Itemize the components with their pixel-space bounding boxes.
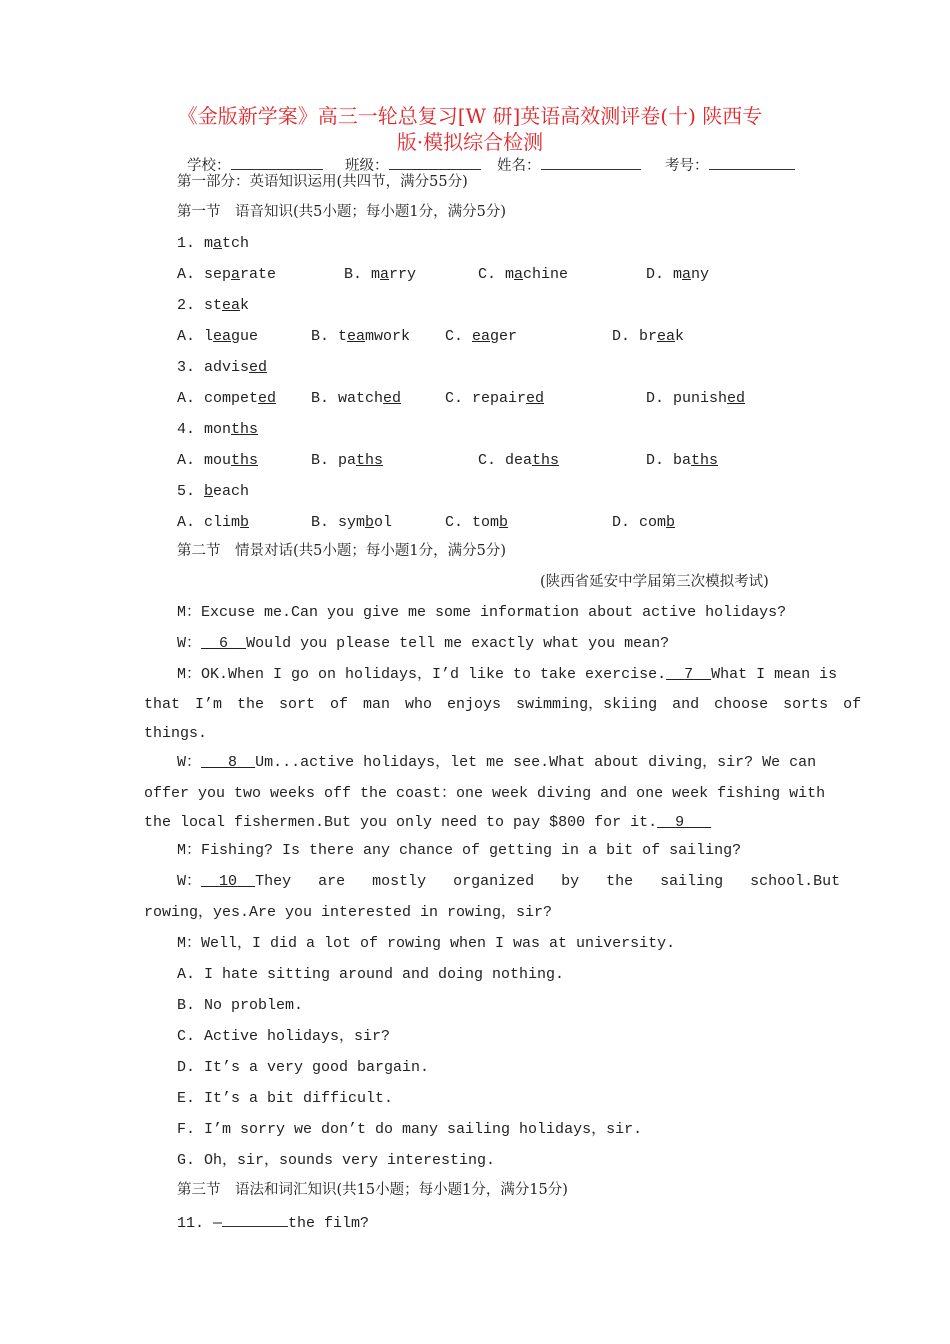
school-label: 学校： — [187, 158, 231, 174]
option-text: A. sep — [177, 266, 232, 283]
underlined-letters: a — [231, 266, 241, 283]
underlined-letters: a — [514, 266, 524, 283]
dialogue-text: They are mostly organized by the sailing school.But — [255, 873, 841, 890]
blank-number: 8 — [228, 754, 238, 771]
dialogue-option: B. No problem. — [177, 997, 304, 1014]
underlined-letters: b — [666, 514, 676, 531]
dialogue-line: that I’m the sort of man who enjoys swimming，skiing and choose sorts of — [144, 696, 862, 713]
option-text: B. sym — [311, 514, 366, 531]
dialogue-line — [144, 814, 711, 832]
option-text: B. t — [311, 328, 348, 345]
underlined-letters: b — [499, 514, 509, 531]
option-text: C. dea — [478, 452, 533, 469]
option-text: C. repair — [445, 390, 527, 407]
option-text: chine — [523, 266, 569, 283]
answer-option — [478, 266, 568, 284]
stem-text: 4. mon — [177, 421, 232, 438]
answer-option — [311, 452, 383, 470]
dialogue-line: things. — [144, 725, 208, 742]
stem-text: 5. — [177, 483, 205, 500]
underlined-letters: ed — [258, 390, 277, 407]
dialogue-text: What I mean is — [711, 666, 838, 683]
dialogue-option: E. It’s a bit difficult. — [177, 1090, 394, 1107]
option-text: B. watch — [311, 390, 384, 407]
stem-text: each — [213, 483, 250, 500]
answer-blank — [666, 666, 711, 683]
answer-option — [311, 514, 392, 532]
answer-option — [445, 514, 508, 532]
answer-blank — [201, 754, 255, 771]
option-text: A. clim — [177, 514, 241, 531]
dialogue-text: the local fishermen.But you only need to pay $800 for it. — [144, 814, 658, 831]
answer-option — [177, 390, 276, 408]
section-one-heading: 第一节 语音知识(共5小题；每小题1分，满分5分) — [177, 204, 506, 220]
dialogue-option: F. I’m sorry we don’t do many sailing holidays，sir. — [177, 1121, 643, 1138]
option-text: B. m — [344, 266, 381, 283]
name-label: 姓名： — [497, 158, 541, 174]
dialogue-line: offer you two weeks off the coast：one week diving and one week fishing with — [144, 785, 826, 802]
question-stem — [177, 421, 258, 439]
answer-option — [478, 452, 559, 470]
class-blank — [389, 155, 481, 170]
dialogue-text: Would you please tell me exactly what you mean? — [246, 635, 670, 652]
blank-number: 7 — [684, 666, 694, 683]
answer-option — [311, 390, 401, 408]
dialogue-line — [177, 635, 669, 653]
answer-option — [445, 328, 517, 346]
option-text: D. com — [612, 514, 667, 531]
class-field — [345, 155, 481, 175]
option-text: A. compet — [177, 390, 259, 407]
class-label: 班级： — [345, 158, 389, 174]
answer-option — [177, 328, 258, 346]
dialogue-option: A. I hate sitting around and doing nothing. — [177, 966, 565, 983]
answer-option — [646, 452, 718, 470]
underlined-letters: ths — [231, 452, 259, 469]
dialogue-option: D. It’s a very good bargain. — [177, 1059, 430, 1076]
answer-option — [344, 266, 416, 284]
option-text: ny — [691, 266, 710, 283]
option-text: mwork — [365, 328, 411, 345]
stem-text: tch — [222, 235, 250, 252]
option-text: gue — [231, 328, 259, 345]
dialogue-line: M：Excuse me.Can you give me some information about active holidays? — [177, 604, 787, 621]
answer-option — [311, 328, 410, 346]
question-stem — [177, 483, 249, 501]
document-title-line-1: 《金版新学案》高三一轮总复习[W 研]英语高效测评卷(十) 陕西专 — [177, 104, 763, 128]
dialogue-text: M：OK.When I go on holidays，I’d like to take exercise. — [177, 666, 667, 683]
option-text: D. m — [646, 266, 683, 283]
answer-option — [646, 266, 709, 284]
stem-text: k — [240, 297, 250, 314]
question-stem — [177, 297, 249, 315]
answer-option — [177, 452, 258, 470]
answer-option — [177, 514, 249, 532]
dialogue-line: M：Fishing? Is there any chance of getting in a bit of sailing? — [177, 842, 742, 859]
blank-number: 6 — [219, 635, 229, 652]
dialogue-line — [177, 666, 837, 684]
option-text: C. m — [478, 266, 515, 283]
answer-blank — [222, 1212, 288, 1227]
option-text: B. pa — [311, 452, 357, 469]
underlined-letters: ths — [231, 421, 259, 438]
option-text: C. — [445, 328, 473, 345]
underlined-letters: a — [682, 266, 692, 283]
exam-no-blank — [709, 155, 795, 170]
document-title-line-2: 版·模拟综合检测 — [396, 130, 544, 154]
exam-no-field — [665, 155, 795, 175]
underlined-letters: b — [240, 514, 250, 531]
underlined-letters: b — [204, 483, 214, 500]
section-three-heading: 第三节 语法和词汇知识(共15小题；每小题1分，满分15分) — [177, 1182, 568, 1198]
dialogue-option: G. Oh，sir，sounds very interesting. — [177, 1152, 496, 1169]
question-stem — [177, 359, 267, 377]
dialogue-line: M：Well，I did a lot of rowing when I was at university. — [177, 935, 676, 952]
answer-blank — [657, 814, 711, 831]
answer-blank — [201, 873, 255, 890]
option-text: C. tom — [445, 514, 500, 531]
question-text: the film? — [288, 1215, 370, 1232]
underlined-letters: ed — [526, 390, 545, 407]
underlined-letters: ea — [222, 297, 241, 314]
underlined-letters: ea — [347, 328, 366, 345]
answer-option — [646, 390, 745, 408]
option-text: D. punish — [646, 390, 728, 407]
dialogue-line — [177, 873, 840, 891]
blank-number: 9 — [675, 814, 685, 831]
option-text: rry — [389, 266, 417, 283]
answer-option — [612, 328, 684, 346]
question-stem — [177, 235, 249, 253]
option-text: D. br — [612, 328, 658, 345]
name-blank — [541, 155, 641, 170]
underlined-letters: a — [213, 235, 223, 252]
underlined-letters: ea — [213, 328, 232, 345]
underlined-letters: ths — [356, 452, 384, 469]
stem-text: 3. advis — [177, 359, 250, 376]
source-note: (陕西省延安中学届第三次模拟考试) — [540, 574, 769, 590]
exam-no-label: 考号： — [665, 158, 709, 174]
option-text: A. mou — [177, 452, 232, 469]
underlined-letters: ths — [532, 452, 560, 469]
underlined-letters: ed — [727, 390, 746, 407]
question-11 — [177, 1212, 369, 1233]
question-number: 11. — — [177, 1215, 223, 1232]
option-text: D. ba — [646, 452, 692, 469]
name-field — [497, 155, 641, 175]
underlined-letters: a — [380, 266, 390, 283]
speaker: W： — [177, 873, 202, 890]
school-field — [187, 155, 323, 175]
part-one-heading: 第一部分：英语知识运用(共四节，满分55分) — [177, 174, 468, 190]
answer-blank — [201, 635, 246, 652]
speaker: W： — [177, 635, 202, 652]
underlined-letters: ths — [691, 452, 719, 469]
stem-text: 2. st — [177, 297, 223, 314]
school-blank — [231, 155, 323, 170]
blank-number: 10 — [219, 873, 238, 890]
answer-option — [445, 390, 544, 408]
answer-option — [612, 514, 675, 532]
underlined-letters: ea — [472, 328, 491, 345]
answer-option — [177, 266, 276, 284]
dialogue-option: C. Active holidays，sir? — [177, 1028, 391, 1045]
option-text: ol — [374, 514, 393, 531]
stem-text: 1. m — [177, 235, 214, 252]
option-text: k — [675, 328, 685, 345]
dialogue-text: Um...active holidays，let me see.What about diving，sir? We can — [255, 754, 817, 771]
underlined-letters: b — [365, 514, 375, 531]
dialogue-line — [177, 754, 816, 772]
underlined-letters: ea — [657, 328, 676, 345]
option-text: rate — [240, 266, 277, 283]
option-text: A. l — [177, 328, 214, 345]
underlined-letters: ed — [383, 390, 402, 407]
speaker: W： — [177, 754, 202, 771]
underlined-letters: ed — [249, 359, 268, 376]
section-two-heading: 第二节 情景对话(共5小题；每小题1分，满分5分) — [177, 543, 506, 559]
option-text: ger — [490, 328, 518, 345]
dialogue-line: rowing，yes.Are you interested in rowing，sir? — [144, 904, 553, 921]
